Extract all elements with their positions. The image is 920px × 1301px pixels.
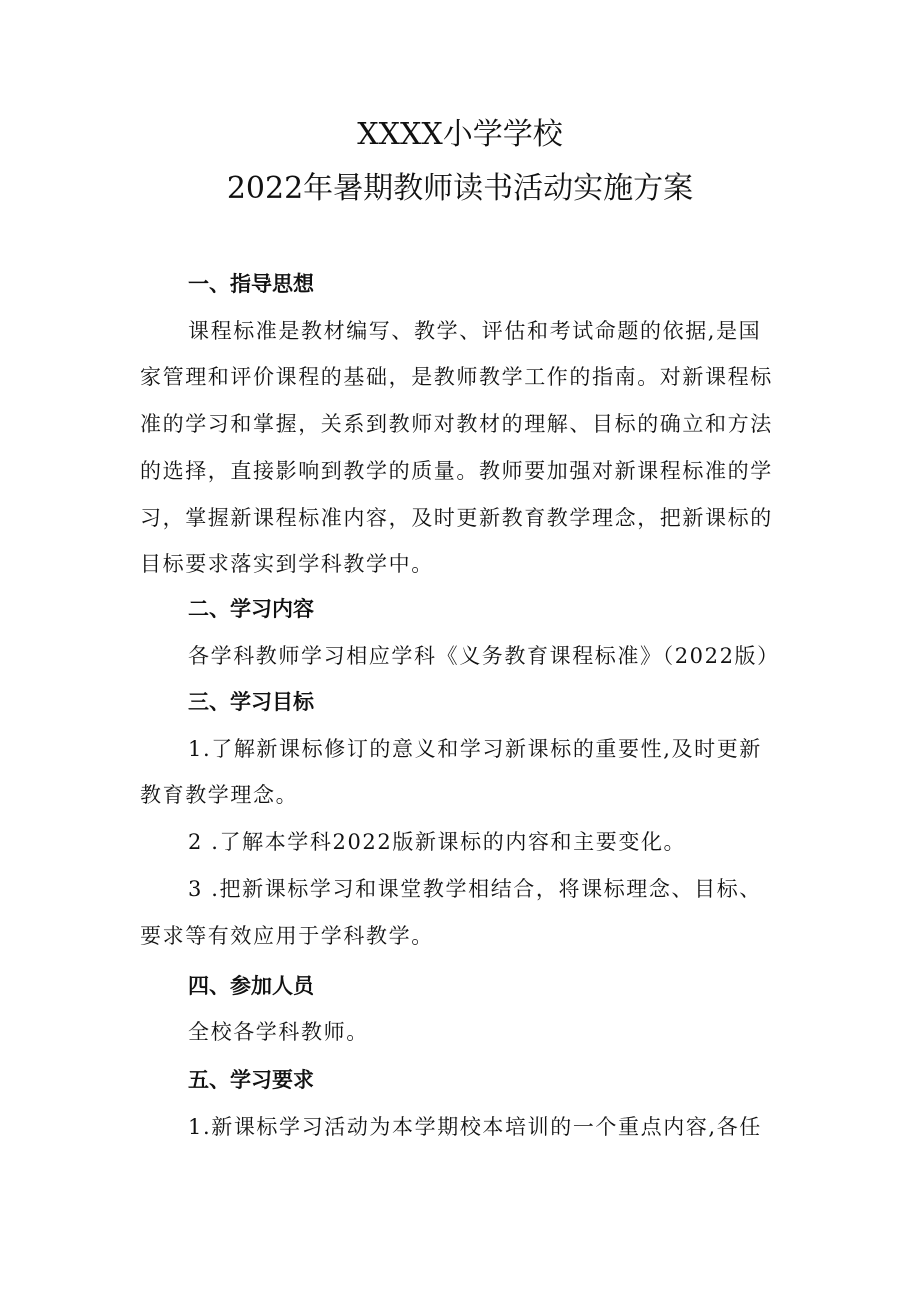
section-heading-guiding-ideology: 一、指导思想 bbox=[188, 272, 314, 296]
paragraph-line: 准的学习和掌握，关系到教师对教材的理解、目标的确立和方法 bbox=[140, 412, 773, 436]
paragraph-line: 的选择，直接影响到教学的质量。教师要加强对新课程标准的学 bbox=[140, 459, 773, 483]
paragraph-line: 要求等有效应用于学科教学。 bbox=[140, 924, 434, 948]
paragraph-line: 课程标准是教材编写、教学、评估和考试命题的依据,是国 bbox=[188, 319, 762, 343]
section-heading-study-content: 二、学习内容 bbox=[188, 597, 314, 621]
section-heading-study-requirements: 五、学习要求 bbox=[188, 1068, 314, 1092]
paragraph-line: 2 .了解本学科2022版新课标的内容和主要变化。 bbox=[188, 830, 687, 854]
paragraph-line: 各学科教师学习相应学科《义务教育课程标准》（2022版） bbox=[188, 644, 780, 668]
paragraph-line: 1.新课标学习活动为本学期校本培训的一个重点内容,各任 bbox=[188, 1115, 762, 1139]
paragraph-line: 习，掌握新课程标准内容，及时更新教育教学理念，把新课标的 bbox=[140, 506, 773, 530]
paragraph-line: 目标要求落实到学科教学中。 bbox=[140, 552, 434, 576]
paragraph-line: 教育教学理念。 bbox=[140, 783, 299, 807]
paragraph-line: 3 .把新课标学习和课堂教学相结合，将课标理念、目标、 bbox=[188, 877, 762, 901]
section-heading-participants: 四、参加人员 bbox=[188, 974, 314, 998]
paragraph-line: 家管理和评价课程的基础，是教师教学工作的指南。对新课程标 bbox=[140, 365, 773, 389]
section-heading-study-goals: 三、学习目标 bbox=[188, 690, 314, 714]
paragraph-line: 1.了解新课标修订的意义和学习新课标的重要性,及时更新 bbox=[188, 737, 762, 761]
document-title-line-1: XXXX小学学校 bbox=[357, 117, 563, 152]
paragraph-line: 全校各学科教师。 bbox=[188, 1020, 369, 1044]
document-title-line-2: 2022年暑期教师读书活动实施方案 bbox=[226, 171, 694, 206]
